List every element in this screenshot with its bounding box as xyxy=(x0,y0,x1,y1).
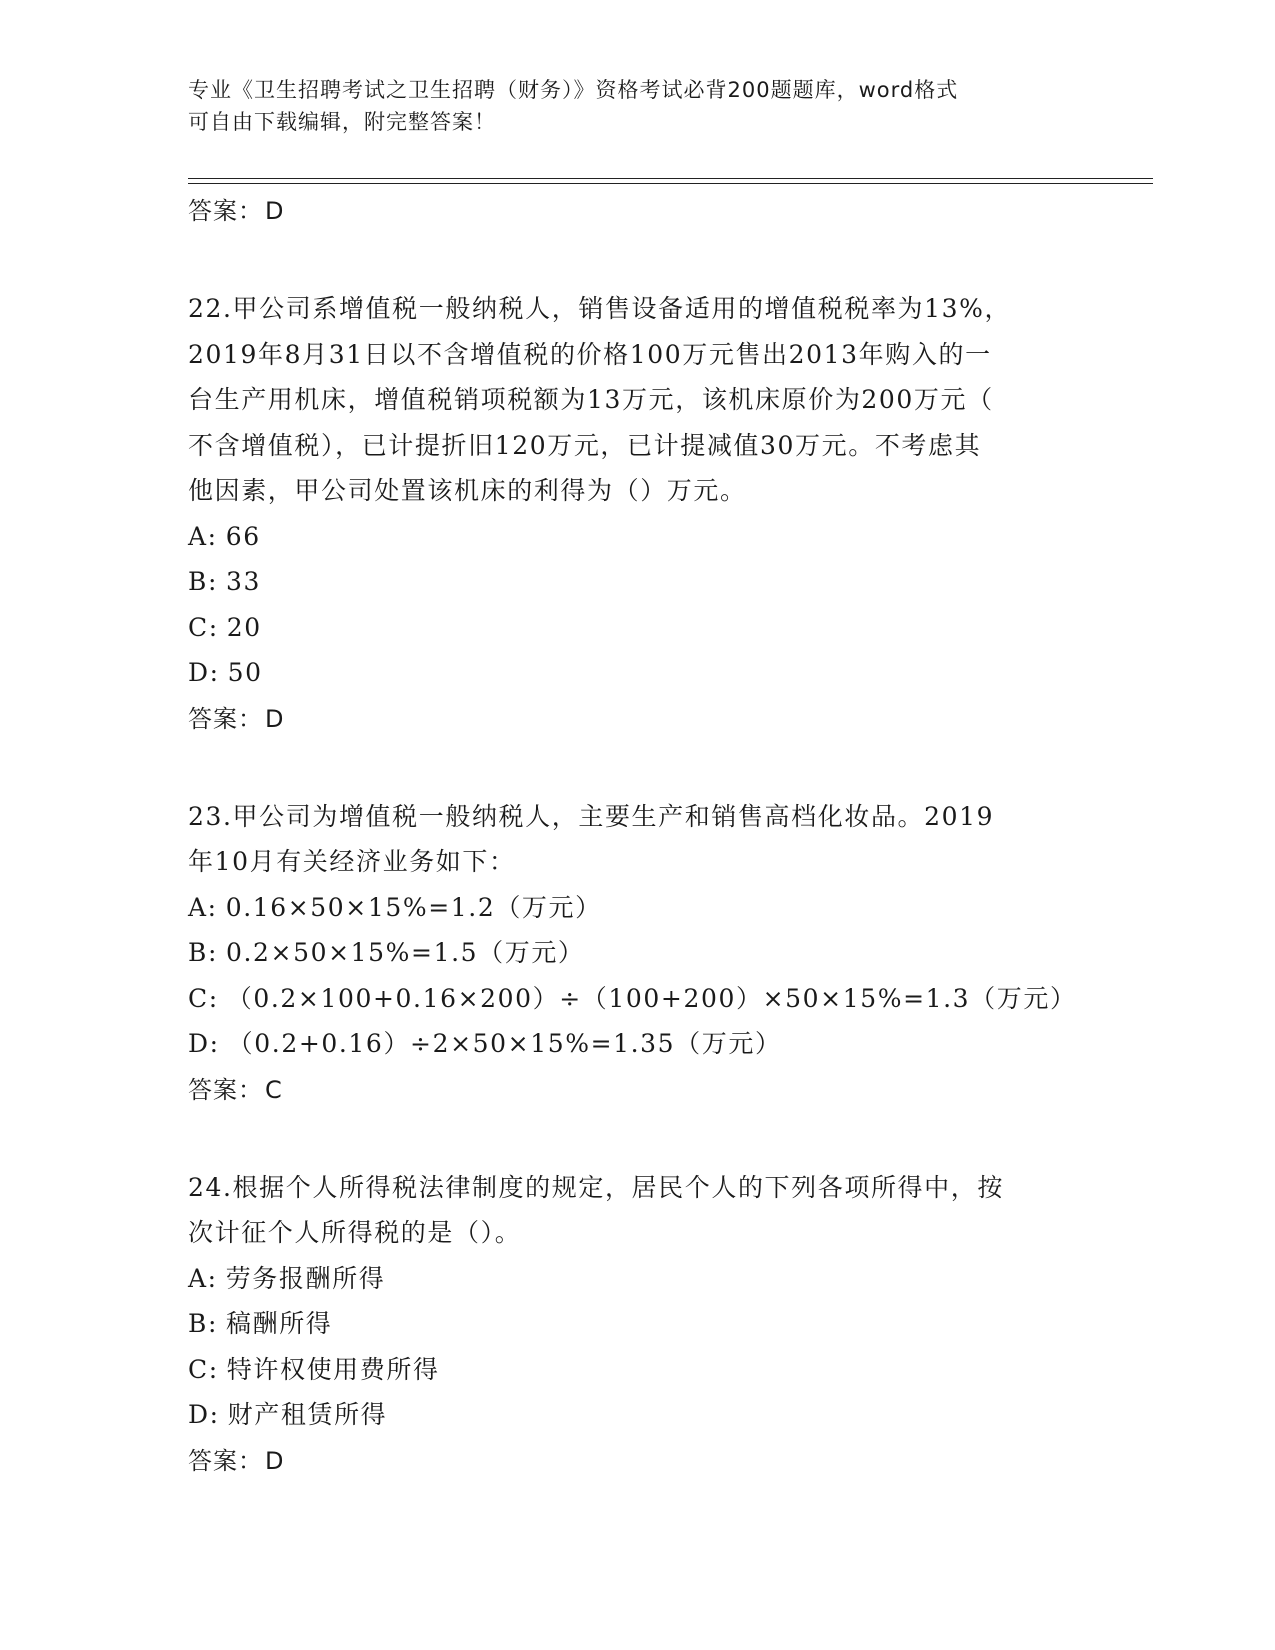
option-text: 66 xyxy=(225,521,261,551)
question-line: 24.根据个人所得税法律制度的规定，居民个人的下列各项所得中，按 xyxy=(188,1172,1004,1202)
question-line: 他因素，甲公司处置该机床的利得为（）万元。 xyxy=(188,476,747,505)
header-line: 专业《卫生招聘考试之卫生招聘（财务）》资格考试必背200题题库，word格式 xyxy=(188,78,959,102)
question-line: 23.甲公司为增值税一般纳税人，主要生产和销售高档化妆品。2019 xyxy=(188,801,995,831)
document-header xyxy=(188,74,1068,138)
option-text: 稿酬所得 xyxy=(226,1309,333,1338)
question-line: 2019年8月31日以不含增值税的价格100万元售出2013年购入的一 xyxy=(188,339,992,369)
option-a xyxy=(188,1256,1088,1302)
question-24 xyxy=(188,1165,1088,1484)
answer-value: D xyxy=(265,704,285,733)
answer-label: 答案： xyxy=(188,1446,263,1475)
question-stem xyxy=(188,1165,1088,1256)
option-letter: C: xyxy=(188,983,219,1013)
option-d xyxy=(188,1392,1088,1438)
question-line: 次计征个人所得税的是（）。 xyxy=(188,1218,522,1247)
answer-value: D xyxy=(265,1446,285,1475)
answer-value: C xyxy=(265,1075,283,1104)
option-a xyxy=(188,885,1088,931)
option-text: 20 xyxy=(226,612,262,642)
answer-line xyxy=(188,1067,1088,1113)
option-letter: B: xyxy=(188,938,218,967)
option-letter: B: xyxy=(188,1309,218,1338)
option-b xyxy=(188,559,1088,605)
option-c xyxy=(188,1347,1088,1393)
question-stem xyxy=(188,286,1088,514)
question-list xyxy=(188,188,1088,1484)
option-text: （0.2×100+0.16×200）÷（100+200）×50×15%=1.3（万元） xyxy=(226,983,1077,1013)
question-22 xyxy=(188,286,1088,742)
question-line: 22.甲公司系增值税一般纳税人，销售设备适用的增值税税率为13%， xyxy=(188,294,1012,323)
question-stem xyxy=(188,794,1088,885)
option-letter: A: xyxy=(188,1263,218,1293)
option-c xyxy=(188,605,1088,651)
option-letter: A: xyxy=(188,892,218,922)
question-23 xyxy=(188,794,1088,1113)
option-text: （0.2+0.16）÷2×50×15%=1.35（万元） xyxy=(227,1029,782,1058)
answer-label: 答案： xyxy=(188,704,263,733)
option-text: 0.16×50×15%=1.2（万元） xyxy=(225,892,602,922)
option-text: 特许权使用费所得 xyxy=(226,1354,440,1384)
question-line: 台生产用机床，增值税销项税额为13万元，该机床原价为200万元（ xyxy=(188,385,994,414)
option-c xyxy=(188,976,1088,1022)
header-divider xyxy=(188,178,1153,179)
option-a xyxy=(188,514,1088,560)
answer-line xyxy=(188,696,1088,742)
option-letter: B: xyxy=(188,567,218,596)
option-letter: D: xyxy=(188,1029,220,1058)
question-line: 不含增值税），已计提折旧120万元，已计提减值30万元。不考虑其 xyxy=(188,430,982,460)
option-letter: C: xyxy=(188,612,219,642)
option-letter: C: xyxy=(188,1354,219,1384)
option-b xyxy=(188,930,1088,976)
option-text: 50 xyxy=(227,658,263,687)
answer-line xyxy=(188,188,1088,234)
option-text: 33 xyxy=(226,567,262,596)
option-b xyxy=(188,1301,1088,1347)
option-letter: D: xyxy=(188,658,220,687)
option-text: 劳务报酬所得 xyxy=(225,1263,386,1293)
option-letter: A: xyxy=(188,521,218,551)
option-d xyxy=(188,1021,1088,1067)
option-text: 0.2×50×15%=1.5（万元） xyxy=(226,938,585,967)
option-text: 财产租赁所得 xyxy=(227,1400,388,1429)
answer-label: 答案： xyxy=(188,197,263,225)
answer-line xyxy=(188,1438,1088,1484)
option-d xyxy=(188,650,1088,696)
header-line: 可自由下载编辑，附完整答案！ xyxy=(188,110,496,134)
question-line: 年10月有关经济业务如下： xyxy=(188,847,516,876)
answer-label: 答案： xyxy=(188,1075,263,1104)
option-letter: D: xyxy=(188,1400,220,1429)
header-divider xyxy=(188,183,1153,184)
answer-value: D xyxy=(265,197,285,225)
